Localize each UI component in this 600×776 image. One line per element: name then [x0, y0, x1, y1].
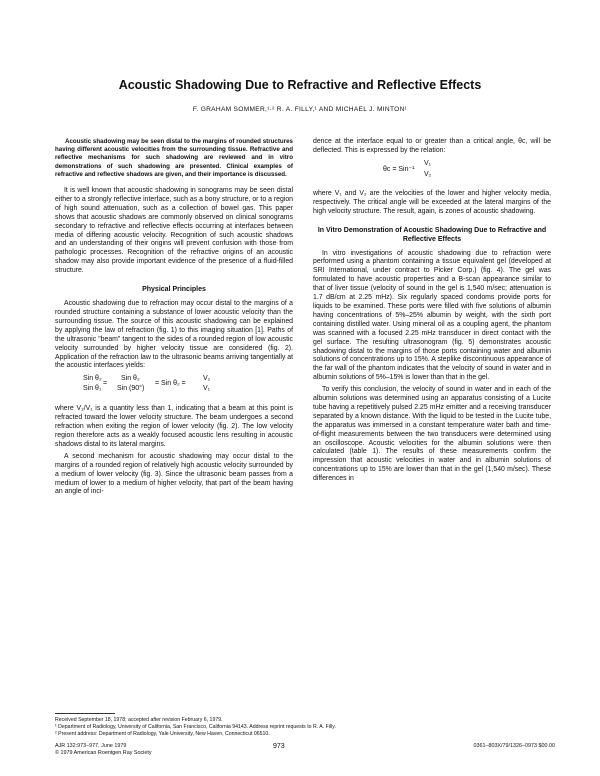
paragraph: Acoustic shadowing due to refraction may occur distal to the margins of a rounded structure containing a substance of lower acoustic velocity than the surrounding tissue. The source of this acoustic shadowing can be explained by applying the law of refraction (fig. 1) to this imaging situation [1]. Paths of the ultrasonic "beam" tangent to the sides of a rounded region of low acoustic velocity surrounded by higher velocity tissue are considered (fig. 2). Application of the refraction law to the ultrasonic beams arriving tangentially at the acoustic interfaces yields:	[55, 300, 293, 370]
eq2-num: V₁	[424, 159, 432, 167]
section-heading-in-vitro: In Vitro Demonstration of Acoustic Shadowing Due to Refractive and Reflective Effects	[317, 226, 547, 243]
footnotes	[55, 717, 555, 738]
author-list: F. GRAHAM SOMMER,¹·² R. A. FILLY,¹ AND MICHAEL J. MINTON¹	[192, 106, 408, 113]
copyright: © 1979 American Roentgen Ray Society	[55, 750, 152, 756]
journal-citation: AJR 132:973–977, June 1979	[55, 743, 127, 749]
eq-equals: =	[103, 380, 108, 388]
paragraph: where V₁ and V₂ are the velocities of the lower and higher velocity media, respectively. The critical angle will be exceeded at the lateral margins of the high velocity structure. The result, again, is zones of acoustic shadowing.	[313, 189, 551, 215]
eq-num-left: Sin θ₂	[83, 375, 102, 383]
footnote-divider	[55, 713, 115, 714]
eq-den-left: Sin θ₁	[83, 385, 102, 393]
eq-v-den: V₁	[203, 385, 211, 393]
footnote: Received September 18, 1978; accepted after revision February 6, 1979.	[55, 717, 223, 723]
article-code: 0361–803X/79/1326–0973 $00.00	[473, 743, 555, 749]
page-footer	[55, 743, 555, 757]
page-number: 973	[273, 743, 285, 750]
footnote: ² Present address: Department of Radiology, Yale University, New Haven, Connecticut 06510.	[55, 731, 270, 737]
section-heading-physical-principles: Physical Principles	[142, 286, 206, 294]
right-column	[313, 138, 551, 487]
critical-angle-equation	[313, 160, 551, 184]
eq2-left: θc = Sin⁻¹	[383, 165, 415, 173]
refraction-equation	[55, 375, 293, 399]
paragraph: where V₂/V₁ is a quantity less than 1, indicating that a beam at this point is refracted toward the lower velocity structure. The beam undergoes a second refraction when exiting the region of lower velocity (fig. 2). The low velocity region therefore acts as a weakly focused acoustic lens resulting in acoustic shadows distal to its lateral margins.	[55, 405, 293, 448]
eq-num-mid: Sin θ₂	[121, 375, 140, 383]
paragraph: In vitro investigations of acoustic shadowing due to refraction were performed using a phantom containing a tissue equivalent gel (developed at SRI International, under contract to Picker Corp.) (fig. 4). The gel was formulated to have acoustic properties and a B-scan appearance similar to that of liver tissue (velocity of sound in the gel is 1,540 m/sec; attenuation is 1.7 dB/cm at 2.25 mHz). Six regularly spaced condoms provide ports for liquids to be examined. These ports were filled with five solutions of albumin having concentrations of 5%–25% albumin by weight, with the sixth port containing distilled water. Using mineral oil as a coupling agent, the phantom was scanned with a focused 2.25 mHz transducer in direct contact with the gel surface. The resulting ultrasonogram (fig. 5) demonstrates acoustic shadowing distal to the margins of those ports containing water and albumin solutions of concentrations up to 15%. A steplike discontinuous appearance of the far wall of the phantom indicates that the velocity of sound in water and in albumin solutions of 5%–15% is lower than that in the gel.	[313, 249, 551, 382]
paragraph: dence at the interface equal to or greater than a critical angle, θc, will be deflected. This is expressed by the relation:	[313, 138, 551, 154]
eq2-den: V₂	[424, 170, 432, 178]
left-column	[55, 138, 293, 500]
abstract: Acoustic shadowing may be seen distal to the margins of rounded structures having different acoustic velocities from the surrounding tissue. Refractive and reflective mechanisms for such shadowing are reviewed and in vitro demonstrations of such shadowing are presented. Clinical examples of refractive and reflective shadows are given, and their importance is discussed.	[55, 138, 293, 178]
eq-right: = Sin θ₂ =	[155, 380, 186, 388]
paragraph: To verify this conclusion, the velocity of sound in water and in each of the albumin solutions was determined using an apparatus consisting of a Lucite tube having a repetitively pulsed 2.25 mHz emitter and a receiving transducer separated by a known distance. With the liquid to be tested in the Lucite tube, the apparatus was immersed in a constant temperature water bath and time-of-flight measurements between the two transducers were determined using an oscilloscope. Acoustic velocities for the albumin solutions were then calculated (table 1). The results of these measurements confirm the impression that acoustic velocities in water and in albumin solutions of concentrations up to 15% are lower than that in the gel (1,540 m/sec). These differences in	[313, 386, 551, 483]
paper-title: Acoustic Shadowing Due to Refractive and Reflective Effects	[118, 78, 482, 92]
footnote: ¹ Department of Radiology, University of California, San Francisco, California 94143. Address reprint requests to R. A. Filly.	[55, 724, 336, 730]
eq-v-num: V₂	[203, 375, 211, 383]
paragraph: A second mechanism for acoustic shadowing may occur distal to the margins of a rounded region of relatively high acoustic velocity surrounded by a medium of lower velocity (fig. 3). Since the ultrasonic beam passes from a medium of lower to a medium of higher velocity, that part of the beam having an angle of inci-	[55, 452, 293, 496]
eq-den-mid: Sin (90°)	[117, 385, 145, 393]
intro-paragraph: It is well known that acoustic shadowing in sonograms may be seen distal either to a strongly reflective interface, such as a bony structure, or to a region of high sound attenuation, such as a collection of bowel gas. This paper shows that acoustic shadows are commonly observed on clinical sonograms secondary to refractive and reflective effects occurring at interfaces between media of differing acoustic velocity. Recognition of such acoustic shadows and an understanding of their origins will prevent confusion with those from pathologic processes. Recognition of the refractive origins of an acoustic shadow may also provide important evidence of the presence of a fluid-filled structure.	[55, 187, 293, 275]
